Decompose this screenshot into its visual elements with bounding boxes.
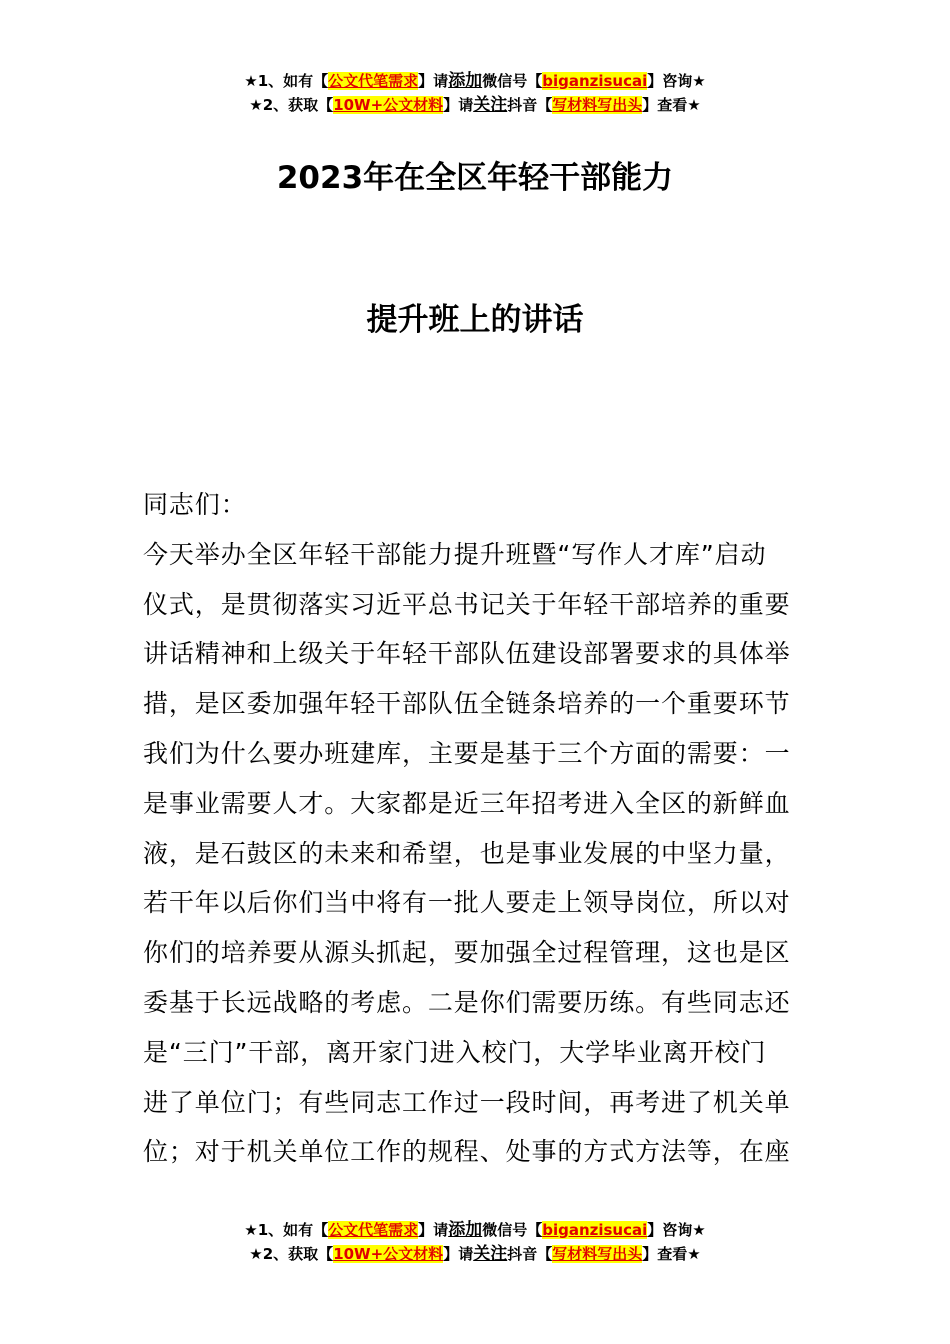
body-line: 同志们：	[143, 490, 247, 519]
body-line: 液，是石鼓区的未来和希望，也是事业发展的中坚力量，	[143, 838, 791, 868]
highlight-text: biganzisucai	[542, 1221, 648, 1239]
banner-text: ★1、如有【	[244, 72, 329, 90]
banner-line-2	[0, 93, 950, 117]
banner-text: ★2、获取【	[249, 96, 334, 114]
banner-text: 抖音【	[507, 1245, 553, 1263]
banner-text: 微信号【	[482, 72, 543, 90]
highlight-text: 写材料写出头	[552, 1245, 643, 1263]
body-line: 你们的培养要从源头抓起，要加强全过程管理，这也是区	[143, 938, 791, 968]
banner-text: ★2、获取【	[249, 1245, 334, 1263]
banner-text: ★1、如有【	[244, 1221, 329, 1239]
body-line: 进了单位门；有些同志工作过一段时间，再考进了机关单	[143, 1087, 791, 1117]
underlined-text: 关注	[473, 95, 508, 115]
banner-text: 】请	[443, 96, 474, 114]
banner-text: 】咨询★	[647, 72, 706, 90]
highlight-text: 10W+公文材料	[333, 96, 444, 114]
body-line: 是事业需要人才。大家都是近三年招考进入全区的新鲜血	[143, 788, 791, 818]
body-line: 仪式，是贯彻落实习近平总书记关于年轻干部培养的重要	[143, 589, 791, 619]
highlight-text: 10W+公文材料	[333, 1245, 444, 1263]
title-line-1: 2023年在全区年轻干部能力	[276, 160, 674, 196]
banner-line-2	[0, 1242, 950, 1266]
body-text	[143, 480, 808, 1177]
banner-line-1	[0, 69, 950, 93]
banner-text: 】查看★	[642, 1245, 701, 1263]
body-line: 我们为什么要办班建库，主要是基于三个方面的需要：一	[143, 738, 791, 768]
banner-text: 】请	[443, 1245, 474, 1263]
banner-text: 微信号【	[482, 1221, 543, 1239]
banner-text: 】咨询★	[647, 1221, 706, 1239]
body-line: 讲话精神和上级关于年轻干部队伍建设部署要求的具体举	[143, 639, 791, 669]
body-line: 是“三门”干部，离开家门进入校门，大学毕业离开校门	[143, 1037, 767, 1067]
header-banner	[0, 69, 950, 117]
body-line: 措，是区委加强年轻干部队伍全链条培养的一个重要环节	[143, 689, 791, 719]
highlight-text: biganzisucai	[542, 72, 648, 90]
body-line: 今天举办全区年轻干部能力提升班暨“写作人才库”启动	[143, 539, 767, 569]
highlight-text: 公文代笔需求	[328, 72, 419, 90]
banner-text: 】查看★	[642, 96, 701, 114]
underlined-text: 关注	[473, 1244, 508, 1264]
title-line-2: 提升班上的讲话	[366, 302, 584, 338]
underlined-text: 添加	[448, 1220, 483, 1240]
highlight-text: 写材料写出头	[552, 96, 643, 114]
footer-banner	[0, 1218, 950, 1266]
underlined-text: 添加	[448, 71, 483, 91]
banner-text: 】请	[418, 1221, 449, 1239]
highlight-text: 公文代笔需求	[328, 1221, 419, 1239]
banner-text: 抖音【	[507, 96, 553, 114]
banner-line-1	[0, 1218, 950, 1242]
body-line: 位；对于机关单位工作的规程、处事的方式方法等，在座	[143, 1137, 791, 1167]
body-line: 委基于长远战略的考虑。二是你们需要历练。有些同志还	[143, 987, 791, 1017]
banner-text: 】请	[418, 72, 449, 90]
body-line: 若干年以后你们当中将有一批人要走上领导岗位，所以对	[143, 888, 791, 918]
